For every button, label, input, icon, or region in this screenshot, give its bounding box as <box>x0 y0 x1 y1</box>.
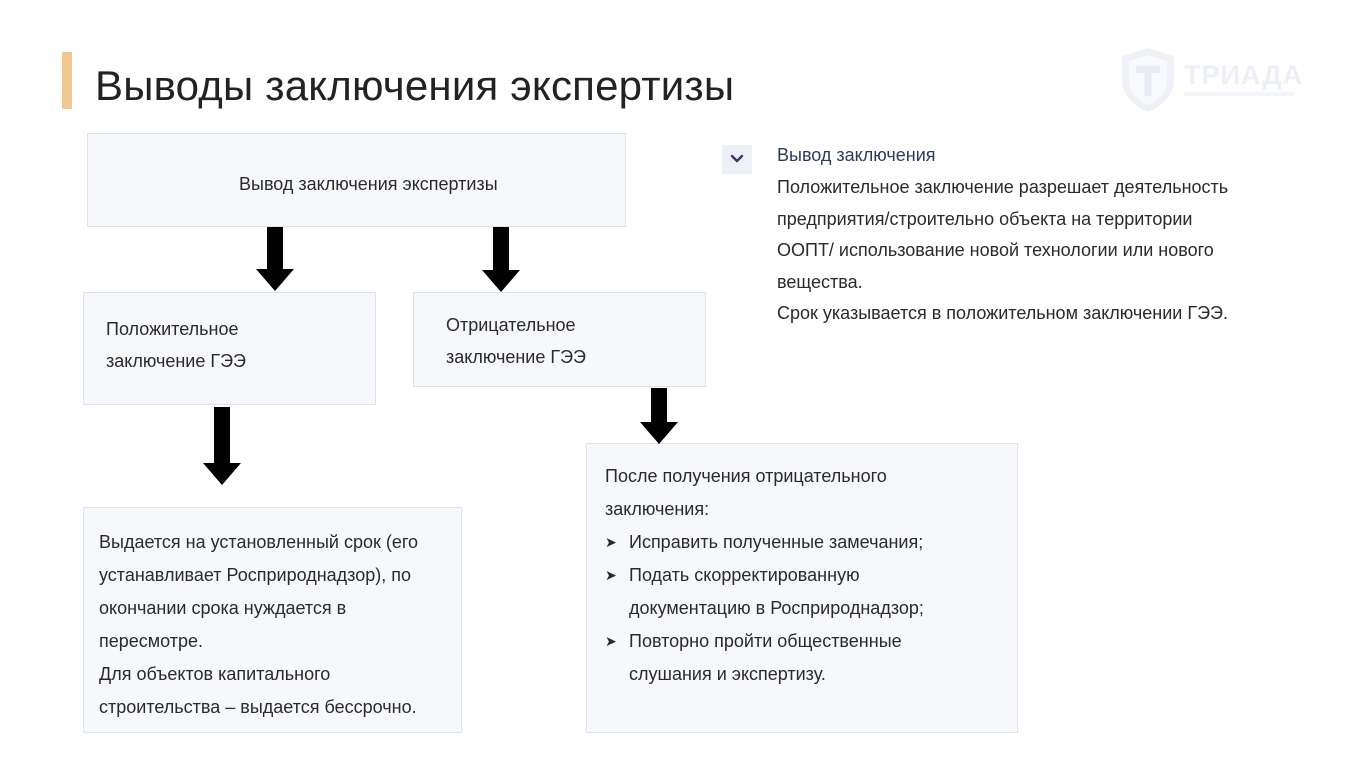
shield-t-logo-icon <box>1118 46 1178 114</box>
page-title: Выводы заключения экспертизы <box>95 62 735 109</box>
negative-detail-intro: заключения: <box>605 499 710 519</box>
conclusion-root-box <box>87 133 626 227</box>
list-item-line: слушания и экспертизу. <box>629 664 826 684</box>
positive-detail-box <box>83 507 462 733</box>
logo-text: ТРИАДА <box>1184 60 1304 90</box>
sidebar-line: предприятия/строительно объекта на территории <box>777 208 1193 229</box>
negative-detail-box <box>586 443 1018 733</box>
list-item-line: Исправить полученные замечания; <box>629 532 924 552</box>
negative-steps-list <box>605 526 1017 691</box>
sidebar-line: ООПТ/ использование новой технологии или нового <box>777 240 1214 260</box>
positive-box-line: заключение ГЭЭ <box>106 351 246 371</box>
arrow-down-icon <box>256 227 294 291</box>
list-item <box>605 559 1017 625</box>
sidebar-line: Положительное заключение разрешает деятельность <box>777 177 1229 197</box>
negative-detail-intro: После получения отрицательного <box>605 466 887 486</box>
brand-logo <box>1118 46 1308 114</box>
positive-conclusion-box <box>83 292 376 405</box>
list-item-line: Повторно пройти общественные <box>629 631 902 651</box>
positive-detail-line: окончании срока нуждается в <box>99 598 347 618</box>
arrowhead-bullet-icon: ➤ <box>605 534 617 550</box>
sidebar-description <box>777 172 1317 330</box>
arrow-down-icon <box>203 407 241 485</box>
title-accent-bar <box>62 52 72 109</box>
list-item-line: документацию в Росприроднадзор; <box>629 598 924 618</box>
sidebar-line: Срок указывается в положительном заключении ГЭЭ. <box>777 303 1228 323</box>
list-item-line: Подать скорректированную <box>629 565 860 585</box>
negative-box-line: заключение ГЭЭ <box>446 347 586 367</box>
sidebar-line: вещества. <box>777 271 863 292</box>
chevron-down-icon <box>730 154 744 164</box>
negative-box-line: Отрицательное <box>446 315 576 335</box>
logo-tagline <box>1184 92 1294 96</box>
sidebar-title: Вывод заключения <box>777 145 936 165</box>
arrowhead-bullet-icon: ➤ <box>605 567 617 583</box>
root-box-label: Вывод заключения экспертизы <box>239 174 498 194</box>
positive-box-line: Положительное <box>106 319 239 339</box>
list-item <box>605 625 1017 691</box>
collapse-toggle-button[interactable] <box>722 145 752 174</box>
arrow-down-icon <box>640 388 678 444</box>
list-item <box>605 526 1017 559</box>
arrowhead-bullet-icon: ➤ <box>605 633 617 649</box>
negative-conclusion-box <box>413 292 706 387</box>
positive-detail-line: пересмотре. <box>99 631 204 651</box>
positive-detail-line: строительства – выдается бессрочно. <box>99 697 417 717</box>
arrow-down-icon <box>482 227 520 292</box>
positive-detail-line: устанавливает Росприроднадзор), по <box>99 565 411 585</box>
positive-detail-line: Для объектов капитального <box>99 664 331 684</box>
positive-detail-line: Выдается на установленный срок (его <box>99 532 419 552</box>
